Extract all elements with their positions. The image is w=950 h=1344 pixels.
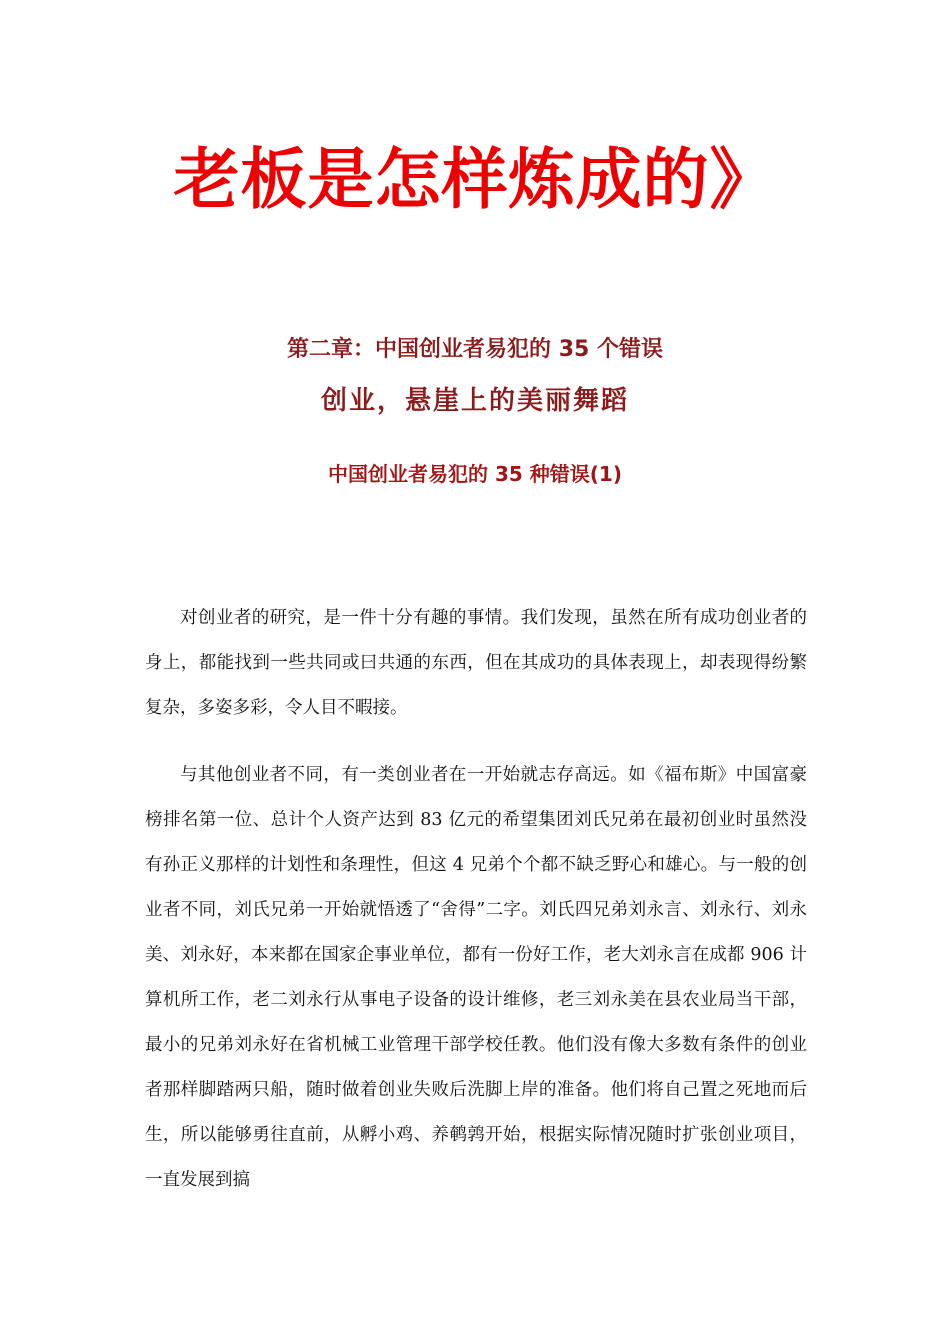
chapter-subtitle: 创业，悬崖上的美丽舞蹈	[320, 386, 629, 416]
body-paragraph: 对创业者的研究，是一件十分有趣的事情。我们发现，虽然在所有成功创业者的身上，都能找到一些共同或曰共通的东西，但在其成功的具体表现上，却表现得纷繁复杂，多姿多彩，令人目不暇接。	[145, 608, 807, 718]
main-title: 老板是怎样炼成的》	[173, 141, 777, 218]
body-paragraph: 与其他创业者不同，有一类创业者在一开始就志存高远。如《福布斯》中国富豪榜排名第一位、总计个人资产达到 83 亿元的希望集团刘氏兄弟在最初创业时虽然没有孙正义那样的计划性和条理性，但这 4 兄弟个个都不缺乏野心和雄心。与一般的创业者不同，刘氏兄弟一开始就悟透了“舍得”二字。刘氏四兄弟刘永言、刘永行、刘永美、刘永好，本来都在国家企事业单位，都有一份好工作，老大刘永言在成都 906 计算机所工作，老二刘永行从事电子设备的设计维修，老三刘永美在县农业局当干部，最小的兄弟刘永好在省机械工业管理干部学校任教。他们没有像大多数有条件的创业者那样脚踏两只船，随时做着创业失败后洗脚上岸的准备。他们将自己置之死地而后生，所以能够勇往直前，从孵小鸡、养鹌鹑开始，根据实际情况随时扩张创业项目，一直发展到搞	[145, 765, 807, 1190]
chapter-title: 第二章：中国创业者易犯的 35 个错误	[287, 337, 663, 362]
section-title: 中国创业者易犯的 35 种错误(1)	[328, 462, 622, 486]
